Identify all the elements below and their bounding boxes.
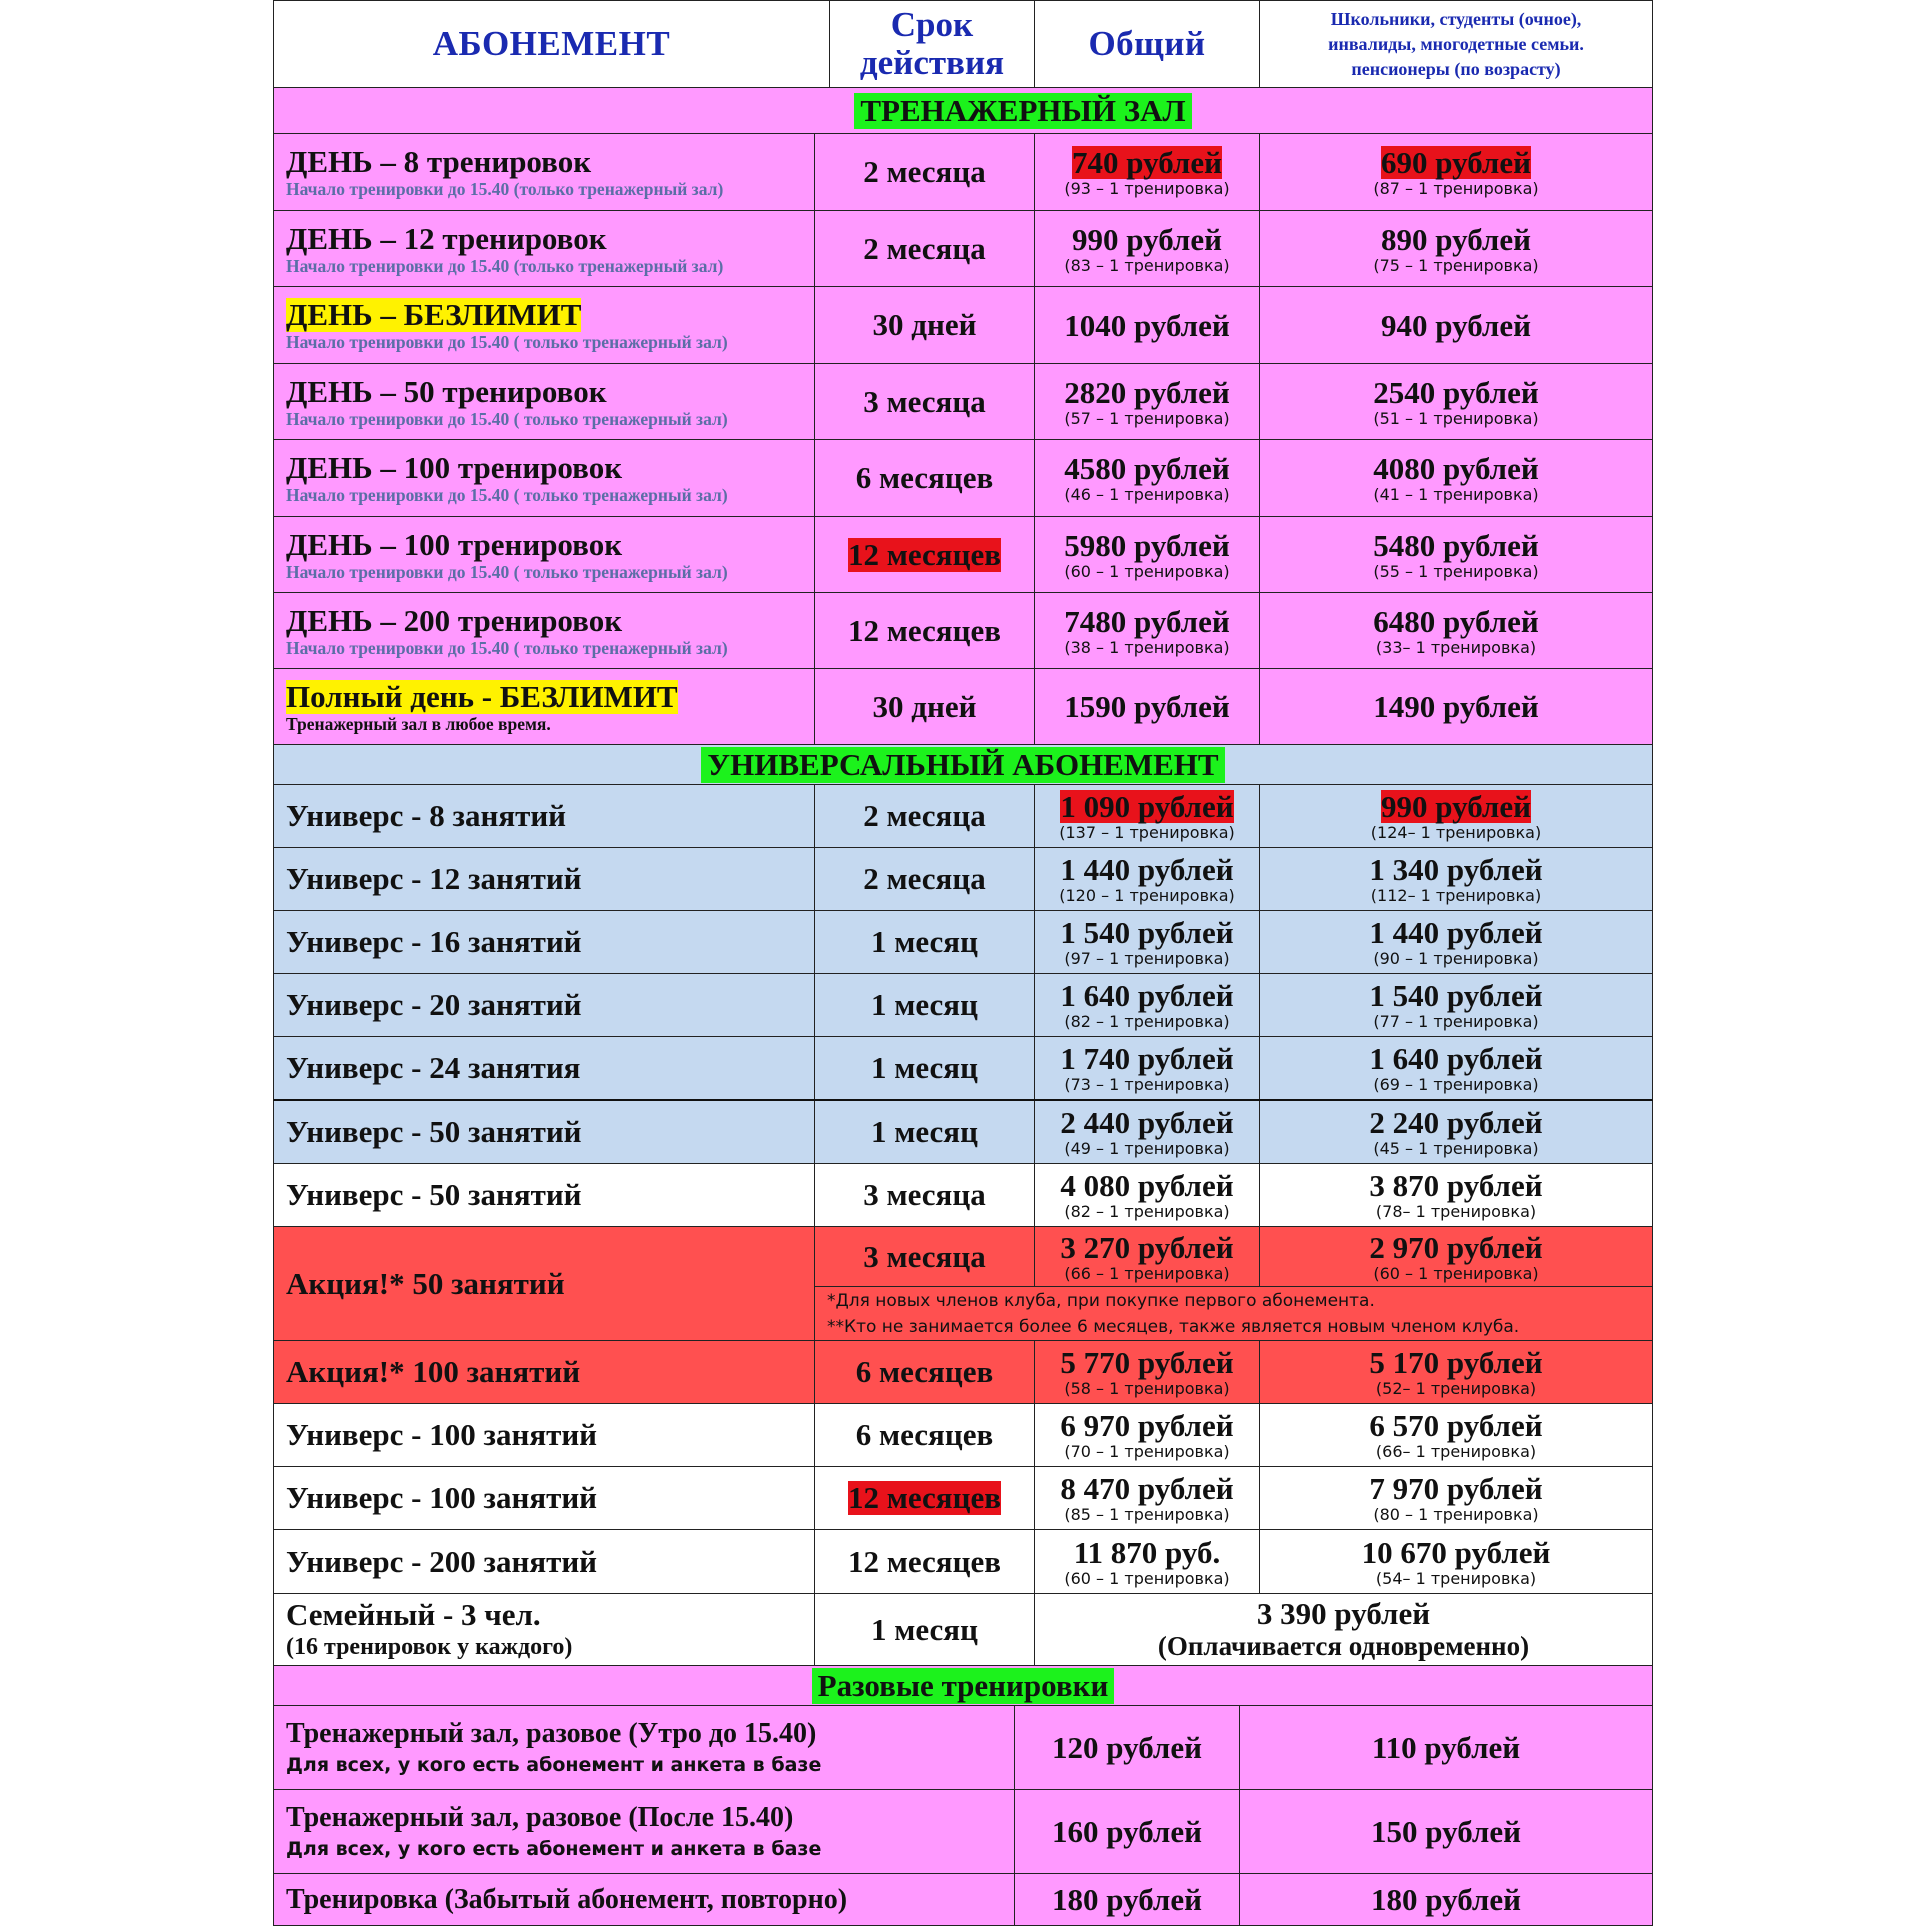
universal-row	[273, 785, 1653, 848]
promo-100-price2-cell	[1260, 1341, 1652, 1403]
universal-price2-cell	[1260, 1037, 1652, 1099]
gym-name: Полный день - БЕЗЛИМИТ	[286, 678, 678, 714]
single-row	[273, 1874, 1653, 1926]
universal-row	[273, 1404, 1653, 1467]
universal-name-cell	[274, 1467, 815, 1529]
universal-term: 1 месяц	[871, 1114, 978, 1149]
header-name: АБОНЕМЕНТ	[432, 24, 671, 63]
universal-per: (70 – 1 тренировка)	[1064, 1442, 1230, 1461]
universal-per2: (124– 1 тренировка)	[1370, 823, 1542, 842]
gym-per2: (51 – 1 тренировка)	[1373, 408, 1539, 428]
universal-name-cell	[274, 911, 815, 973]
universal-row	[273, 848, 1653, 911]
universal-price2-cell	[1260, 1467, 1652, 1529]
universal-term: 2 месяца	[863, 861, 986, 896]
universal-name-cell	[274, 1101, 815, 1163]
single-price2: 110 рублей	[1371, 1730, 1521, 1765]
gym-term: 12 месяцев	[848, 536, 1001, 572]
gym-note: Тренажерный зал в любое время.	[286, 713, 551, 734]
universal-price-cell	[1035, 785, 1260, 847]
gym-price: 1040 рублей	[1064, 307, 1230, 343]
single-name: Тренажерный зал, разовое (После 15.40)	[286, 1801, 794, 1833]
gym-name: ДЕНЬ – 50 тренировок	[286, 373, 607, 409]
family-term: 1 месяц	[871, 1611, 978, 1647]
gym-term-cell	[815, 364, 1035, 439]
gym-price-cell	[1035, 287, 1260, 363]
gym-price-cell	[1035, 593, 1260, 668]
promo-100-per: (58 – 1 тренировка)	[1064, 1379, 1230, 1398]
table-header	[273, 0, 1653, 88]
universal-price2: 1 440 рублей	[1369, 915, 1543, 950]
gym-name: ДЕНЬ – 8 тренировок	[286, 144, 592, 179]
gym-rows	[273, 134, 1653, 745]
promo-50-price2-cell	[1260, 1227, 1652, 1286]
universal-price2-cell	[1260, 1164, 1652, 1226]
gym-note: Начало тренировки до 15.40 (только тренажерный зал)	[286, 179, 724, 199]
promo-100-term-cell	[815, 1341, 1035, 1403]
gym-price-cell	[1035, 134, 1260, 210]
universal-name: Универс - 20 занятий	[286, 987, 582, 1022]
promo-footnote-2: **Кто не занимается более 6 месяцев, также является новым членом клуба.	[827, 1317, 1520, 1337]
universal-per2: (45 – 1 тренировка)	[1373, 1139, 1539, 1158]
gym-price2-cell	[1260, 134, 1652, 210]
gym-name-cell	[274, 669, 815, 744]
universal-price: 1 540 рублей	[1060, 915, 1234, 950]
universal-term-cell	[815, 974, 1035, 1036]
gym-note: Начало тренировки до 15.40 ( только тренажерный зал)	[286, 332, 728, 352]
header-discount-line2: инвалиды, многодетные семьи.	[1328, 33, 1584, 54]
universal-term-cell	[815, 1467, 1035, 1529]
universal-per: (97 – 1 тренировка)	[1064, 949, 1230, 968]
single-price: 120 рублей	[1052, 1730, 1202, 1765]
gym-row	[273, 593, 1653, 669]
universal-term: 3 месяца	[863, 1177, 986, 1212]
universal-name: Универс - 100 занятий	[286, 1480, 598, 1515]
universal-name-cell	[274, 1404, 815, 1466]
universal-term-cell	[815, 848, 1035, 910]
universal-price2: 990 рублей	[1381, 789, 1531, 824]
universal-name: Универс - 8 занятий	[286, 798, 567, 833]
gym-note: Начало тренировки до 15.40 ( только тренажерный зал)	[286, 561, 728, 582]
single-rows	[273, 1706, 1653, 1926]
universal-per: (60 – 1 тренировка)	[1064, 1568, 1230, 1588]
family-price-note: (Оплачивается одновременно)	[1157, 1631, 1530, 1661]
gym-row	[273, 517, 1653, 593]
header-discount-cell	[1260, 1, 1652, 87]
universal-price: 11 870 руб.	[1073, 1534, 1221, 1570]
promo-footnote-1: *Для новых членов клуба, при покупке первого абонемента.	[827, 1291, 1375, 1311]
universal-price2: 1 540 рублей	[1369, 978, 1543, 1013]
gym-term-cell	[815, 517, 1035, 592]
gym-term: 3 месяца	[863, 383, 986, 419]
gym-name-cell	[274, 287, 815, 363]
promo-50-price2: 2 970 рублей	[1369, 1229, 1543, 1265]
promo-50-term: 3 месяца	[863, 1238, 986, 1274]
universal-name-cell	[274, 974, 815, 1036]
universal-row	[273, 1037, 1653, 1101]
universal-price2-cell	[1260, 911, 1652, 973]
universal-row	[273, 1101, 1653, 1164]
universal-price: 4 080 рублей	[1060, 1168, 1234, 1203]
gym-term: 30 дней	[872, 307, 977, 342]
single-price: 160 рублей	[1052, 1814, 1202, 1849]
universal-per2: (77 – 1 тренировка)	[1373, 1012, 1539, 1031]
gym-price2: 1490 рублей	[1373, 689, 1539, 724]
universal-row	[273, 1530, 1653, 1594]
gym-price2: 4080 рублей	[1373, 451, 1539, 486]
gym-price-cell	[1035, 517, 1260, 592]
gym-name-cell	[274, 517, 815, 592]
universal-price2: 1 340 рублей	[1369, 852, 1543, 887]
gym-per2: (41 – 1 тренировка)	[1373, 485, 1539, 504]
universal-price: 8 470 рублей	[1060, 1471, 1234, 1506]
single-name: Тренировка (Забытый абонемент, повторно)	[286, 1883, 848, 1915]
gym-note: Начало тренировки до 15.40 (только тренажерный зал)	[286, 255, 724, 276]
universal-name-cell	[274, 785, 815, 847]
promo-100-name: Акция!* 100 занятий	[286, 1354, 581, 1389]
gym-row	[273, 669, 1653, 745]
gym-price-cell	[1035, 211, 1260, 286]
universal-per: (85 – 1 тренировка)	[1064, 1505, 1230, 1524]
universal-name: Универс - 50 занятий	[286, 1114, 582, 1149]
universal-per: (137 – 1 тренировка)	[1059, 823, 1235, 842]
section-universal	[273, 745, 1653, 785]
universal-price: 1 740 рублей	[1060, 1041, 1234, 1076]
gym-per2: (75 – 1 тренировка)	[1373, 255, 1539, 275]
universal-term-cell	[815, 1037, 1035, 1099]
gym-name: ДЕНЬ – 100 тренировок	[286, 526, 623, 562]
promo-footnotes	[815, 1287, 1652, 1340]
promo-50-name: Акция!* 50 занятий	[286, 1265, 565, 1301]
gym-per: (93 – 1 тренировка)	[1064, 179, 1230, 198]
gym-price: 740 рублей	[1072, 145, 1222, 180]
universal-term: 1 месяц	[871, 987, 978, 1022]
gym-price2-cell	[1260, 517, 1652, 592]
single-name: Тренажерный зал, разовое (Утро до 15.40)	[286, 1717, 817, 1749]
universal-price2-cell	[1260, 1404, 1652, 1466]
gym-row	[273, 134, 1653, 211]
gym-name: ДЕНЬ – 12 тренировок	[286, 220, 607, 256]
gym-price: 4580 рублей	[1064, 451, 1230, 486]
universal-price2-cell	[1260, 1530, 1652, 1593]
gym-price2: 5480 рублей	[1373, 527, 1539, 563]
gym-term-cell	[815, 211, 1035, 286]
gym-price2: 890 рублей	[1381, 221, 1531, 257]
single-row	[273, 1790, 1653, 1874]
section-gym	[273, 88, 1653, 134]
gym-price2: 940 рублей	[1381, 307, 1531, 343]
single-price: 180 рублей	[1052, 1882, 1202, 1917]
universal-term-cell	[815, 1101, 1035, 1163]
universal-term: 1 месяц	[871, 1050, 978, 1085]
universal-term: 2 месяца	[863, 798, 986, 833]
promo-50-price: 3 270 рублей	[1060, 1229, 1234, 1265]
universal-price-cell	[1035, 848, 1260, 910]
gym-term-cell	[815, 669, 1035, 744]
gym-price2-cell	[1260, 211, 1652, 286]
gym-price2-cell	[1260, 440, 1652, 516]
universal-term: 1 месяц	[871, 924, 978, 959]
universal-term-cell	[815, 785, 1035, 847]
universal-name: Универс - 100 занятий	[286, 1417, 598, 1452]
universal-per2: (78– 1 тренировка)	[1375, 1202, 1537, 1221]
header-name-cell	[274, 1, 830, 87]
gym-name-cell	[274, 211, 815, 286]
gym-row	[273, 287, 1653, 364]
universal-price-cell	[1035, 1467, 1260, 1529]
single-price-cell	[1015, 1874, 1240, 1925]
gym-price2-cell	[1260, 364, 1652, 439]
section-universal-title: УНИВЕРСАЛЬНЫЙ АБОНЕМЕНТ	[701, 747, 1224, 783]
header-general-cell	[1035, 1, 1260, 87]
gym-term: 6 месяцев	[855, 460, 994, 495]
gym-term-cell	[815, 287, 1035, 363]
gym-term-cell	[815, 593, 1035, 668]
universal-row	[273, 1467, 1653, 1530]
family-price: 3 390 рублей	[1256, 1596, 1431, 1631]
family-sub: (16 тренировок у каждого)	[286, 1633, 573, 1660]
gym-row	[273, 211, 1653, 287]
single-sub: Для всех, у кого есть абонемент и анкета в базе	[286, 1753, 822, 1776]
header-general: Общий	[1088, 24, 1206, 63]
universal-price-cell	[1035, 1101, 1260, 1163]
universal-price2: 2 240 рублей	[1369, 1105, 1543, 1140]
universal-price-cell	[1035, 911, 1260, 973]
gym-price2-cell	[1260, 593, 1652, 668]
single-price2-cell	[1240, 1874, 1652, 1925]
single-price2-cell	[1240, 1790, 1652, 1873]
universal-price: 1 440 рублей	[1060, 852, 1234, 887]
promo-100-per2: (52– 1 тренировка)	[1375, 1379, 1537, 1398]
promo-100-price2: 5 170 рублей	[1369, 1345, 1543, 1380]
gym-price: 2820 рублей	[1064, 374, 1230, 410]
gym-term-cell	[815, 440, 1035, 516]
single-price-cell	[1015, 1706, 1240, 1789]
universal-per2: (54– 1 тренировка)	[1375, 1568, 1537, 1588]
gym-name-cell	[274, 134, 815, 210]
universal-price-cell	[1035, 1404, 1260, 1466]
gym-per: (60 – 1 тренировка)	[1064, 561, 1230, 581]
universal-price2-cell	[1260, 974, 1652, 1036]
gym-note: Начало тренировки до 15.40 ( только тренажерный зал)	[286, 637, 728, 658]
single-price2-cell	[1240, 1706, 1652, 1789]
section-single	[273, 1666, 1653, 1706]
universal-price2: 7 970 рублей	[1369, 1471, 1543, 1506]
universal-price-cell	[1035, 974, 1260, 1036]
header-term: Срок действия	[859, 5, 1005, 82]
gym-note: Начало тренировки до 15.40 ( только тренажерный зал)	[286, 408, 728, 429]
universal-term: 12 месяцев	[848, 1480, 1001, 1515]
universal-rows	[273, 785, 1653, 1227]
header-discount-line3: пенсионеры (по возрасту)	[1351, 58, 1561, 79]
universal-term-cell	[815, 1530, 1035, 1593]
universal-term-cell	[815, 1164, 1035, 1226]
universal-rows-2	[273, 1404, 1653, 1594]
gym-per: (57 – 1 тренировка)	[1064, 408, 1230, 428]
universal-name-cell	[274, 848, 815, 910]
gym-term-cell	[815, 134, 1035, 210]
universal-per: (82 – 1 тренировка)	[1064, 1012, 1230, 1031]
promo-100-price: 5 770 рублей	[1060, 1345, 1234, 1380]
universal-price-cell	[1035, 1164, 1260, 1226]
universal-price2-cell	[1260, 848, 1652, 910]
gym-term: 2 месяца	[863, 154, 986, 189]
header-term-cell	[830, 1, 1035, 87]
gym-term: 12 месяцев	[848, 612, 1001, 648]
single-name-cell	[274, 1790, 1015, 1873]
universal-name: Универс - 24 занятия	[286, 1050, 581, 1085]
single-price2: 180 рублей	[1371, 1882, 1521, 1917]
universal-price2: 10 670 рублей	[1361, 1534, 1551, 1570]
promo-50-per: (66 – 1 тренировка)	[1064, 1263, 1230, 1283]
gym-name-cell	[274, 440, 815, 516]
universal-row	[273, 911, 1653, 974]
universal-term-cell	[815, 911, 1035, 973]
single-price-cell	[1015, 1790, 1240, 1873]
universal-row	[273, 1164, 1653, 1227]
universal-per2: (66– 1 тренировка)	[1375, 1442, 1537, 1461]
gym-price-cell	[1035, 669, 1260, 744]
gym-price: 1590 рублей	[1064, 689, 1230, 724]
universal-name: Универс - 12 занятий	[286, 861, 582, 896]
universal-price2: 6 570 рублей	[1369, 1408, 1543, 1443]
gym-per2: (33– 1 тренировка)	[1375, 637, 1537, 657]
universal-price2: 3 870 рублей	[1369, 1168, 1543, 1203]
universal-per: (73 – 1 тренировка)	[1064, 1075, 1230, 1094]
gym-name: ДЕНЬ – 100 тренировок	[286, 450, 623, 485]
universal-per2: (90 – 1 тренировка)	[1373, 949, 1539, 968]
promo-50-price-cell	[1035, 1227, 1260, 1286]
universal-price: 2 440 рублей	[1060, 1105, 1234, 1140]
promo-100-row	[273, 1341, 1653, 1404]
section-single-title: Разовые тренировки	[812, 1668, 1115, 1704]
family-name: Семейный - 3 чел.	[286, 1596, 541, 1632]
universal-term: 6 месяцев	[855, 1417, 994, 1452]
gym-price: 990 рублей	[1072, 221, 1222, 257]
universal-name: Универс - 16 занятий	[286, 924, 582, 959]
single-sub: Для всех, у кого есть абонемент и анкета в базе	[286, 1837, 822, 1860]
gym-name-cell	[274, 364, 815, 439]
universal-name-cell	[274, 1530, 815, 1593]
universal-price2: 1 640 рублей	[1369, 1041, 1543, 1076]
gym-per2: (87 – 1 тренировка)	[1373, 179, 1539, 198]
gym-price2-cell	[1260, 669, 1652, 744]
universal-per2: (112– 1 тренировка)	[1370, 886, 1542, 905]
gym-price: 7480 рублей	[1064, 603, 1230, 639]
gym-name: ДЕНЬ – 200 тренировок	[286, 602, 623, 638]
gym-price-cell	[1035, 364, 1260, 439]
promo-100-name-cell	[274, 1341, 815, 1403]
gym-price2: 2540 рублей	[1373, 374, 1539, 410]
gym-term: 30 дней	[872, 688, 977, 724]
family-row	[273, 1594, 1653, 1666]
single-row	[273, 1706, 1653, 1790]
promo-100-price-cell	[1035, 1341, 1260, 1403]
universal-per: (120 – 1 тренировка)	[1059, 886, 1235, 905]
single-name-cell	[274, 1874, 1015, 1925]
universal-row	[273, 974, 1653, 1037]
gym-price2: 6480 рублей	[1373, 603, 1539, 639]
gym-price: 5980 рублей	[1064, 527, 1230, 563]
universal-per: (49 – 1 тренировка)	[1064, 1139, 1230, 1158]
gym-note: Начало тренировки до 15.40 ( только тренажерный зал)	[286, 485, 728, 505]
universal-term-cell	[815, 1404, 1035, 1466]
universal-price2-cell	[1260, 785, 1652, 847]
gym-row	[273, 364, 1653, 440]
universal-price: 1 090 рублей	[1060, 789, 1234, 824]
universal-name: Универс - 200 занятий	[286, 1543, 598, 1579]
gym-price-cell	[1035, 440, 1260, 516]
header-discount-line1: Школьники, студенты (очное),	[1330, 8, 1582, 29]
universal-name: Универс - 50 занятий	[286, 1177, 582, 1212]
universal-per: (82 – 1 тренировка)	[1064, 1202, 1230, 1221]
section-gym-title: ТРЕНАЖЕРНЫЙ ЗАЛ	[854, 93, 1191, 129]
universal-term: 12 месяцев	[848, 1543, 1001, 1579]
universal-price-cell	[1035, 1530, 1260, 1593]
gym-name: ДЕНЬ – БЕЗЛИМИТ	[286, 297, 582, 332]
promo-100-term: 6 месяцев	[855, 1354, 994, 1389]
universal-name-cell	[274, 1164, 815, 1226]
promo-50-right	[815, 1227, 1652, 1340]
gym-per: (83 – 1 тренировка)	[1064, 255, 1230, 275]
universal-name-cell	[274, 1037, 815, 1099]
family-price-cell	[1035, 1594, 1652, 1665]
single-price2: 150 рублей	[1371, 1814, 1521, 1849]
promo-50-term-cell	[815, 1227, 1035, 1286]
single-name-cell	[274, 1706, 1015, 1789]
family-term-cell	[815, 1594, 1035, 1665]
gym-per: (38 – 1 тренировка)	[1064, 637, 1230, 657]
universal-price-cell	[1035, 1037, 1260, 1099]
universal-price2-cell	[1260, 1101, 1652, 1163]
price-list	[273, 0, 1653, 1926]
family-name-cell	[274, 1594, 815, 1665]
promo-50-name-cell	[274, 1227, 815, 1340]
universal-price: 1 640 рублей	[1060, 978, 1234, 1013]
gym-term: 2 месяца	[863, 230, 986, 266]
universal-per2: (80 – 1 тренировка)	[1373, 1505, 1539, 1524]
gym-per: (46 – 1 тренировка)	[1064, 485, 1230, 504]
promo-50-row	[273, 1227, 1653, 1341]
universal-per2: (69 – 1 тренировка)	[1373, 1075, 1539, 1094]
gym-per2: (55 – 1 тренировка)	[1373, 561, 1539, 581]
promo-50-per2: (60 – 1 тренировка)	[1373, 1263, 1539, 1283]
universal-price: 6 970 рублей	[1060, 1408, 1234, 1443]
gym-row	[273, 440, 1653, 517]
gym-price2-cell	[1260, 287, 1652, 363]
gym-price2: 690 рублей	[1381, 145, 1531, 180]
gym-name-cell	[274, 593, 815, 668]
